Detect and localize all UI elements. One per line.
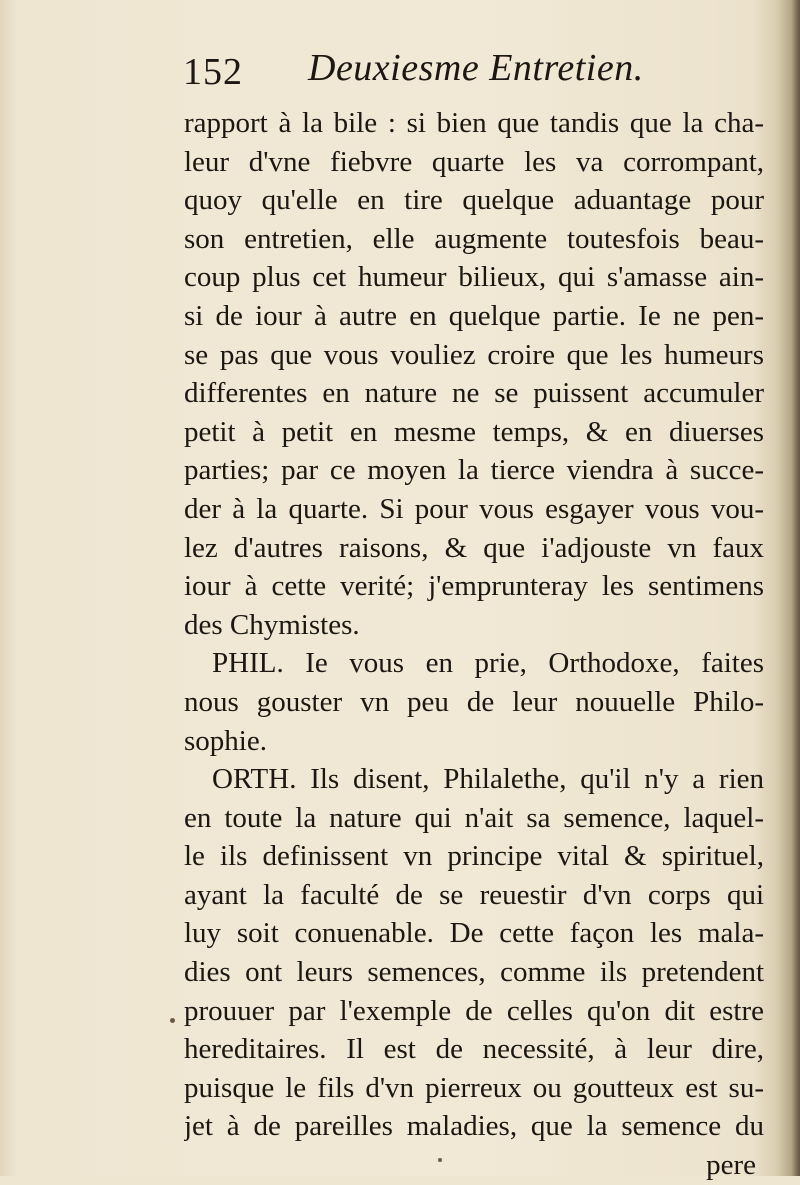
text-line: jet à de pareilles maladies, que la semence du [184,1110,764,1143]
text-line: iour à cette verité; j'emprunteray les sentimens [184,570,764,603]
text-line: son entretien, elle augmente toutesfois beau- [184,222,764,255]
text-line: le ils definissent vn principe vital & spirituel, [184,840,764,873]
text-line: lez d'autres raisons, & que i'adjouste vn faux [184,531,764,564]
text-line: leur d'vne fiebvre quarte les va corrompant, [184,145,764,178]
text-line: ayant la faculté de se reuestir d'vn corps qui [184,878,764,911]
catchword: pere [706,1149,756,1182]
ink-speck [438,1158,442,1162]
ink-speck [170,1018,175,1023]
text-line: luy soit conuenable. De cette façon les mala- [184,917,764,950]
text-line: puisque le fils d'vn pierreux ou goutteux est su- [184,1071,764,1104]
running-title: Deuxiesme Entretien. [308,47,644,89]
text-line: petit à petit en mesme temps, & en diuerses [184,415,764,448]
text-line: se pas que vous vouliez croire que les humeurs [184,338,764,371]
text-line: en toute la nature qui n'ait sa semence, laquel- [184,801,764,834]
text-line: dies ont leurs semences, comme ils pretendent [184,956,764,989]
text-line: nous gouster vn peu de leur nouuelle Philo- [184,685,764,718]
text-line: rapport à la bile : si bien que tandis que la cha- [184,107,764,139]
gutter-shadow [778,0,800,1176]
text-line: hereditaires. Il est de necessité, à leur dire, [184,1033,764,1066]
text-line: prouuer par l'exemple de celles qu'on dit estre [184,994,764,1027]
text-line: quoy qu'elle en tire quelque aduantage pour [184,184,764,217]
text-line: parties; par ce moyen la tierce viendra à succe- [184,454,764,487]
text-line: coup plus cet humeur bilieux, qui s'amasse ain- [184,261,764,294]
text-line: PHIL. Ie vous en prie, Orthodoxe, faites [212,647,764,680]
text-line: der à la quarte. Si pour vous esgayer vous vou- [184,492,764,525]
text-line: sophie. [184,724,267,757]
page-number: 152 [183,51,243,93]
text-line: si de iour à autre en quelque partie. Ie ne pen- [184,299,764,332]
text-line: des Chymistes. [184,608,360,641]
text-line: ORTH. Ils disent, Philalethe, qu'il n'y a rien [212,763,764,796]
body-text [184,104,764,1185]
text-line: differentes en nature ne se puissent accumuler [184,377,764,410]
page-header [0,42,800,102]
